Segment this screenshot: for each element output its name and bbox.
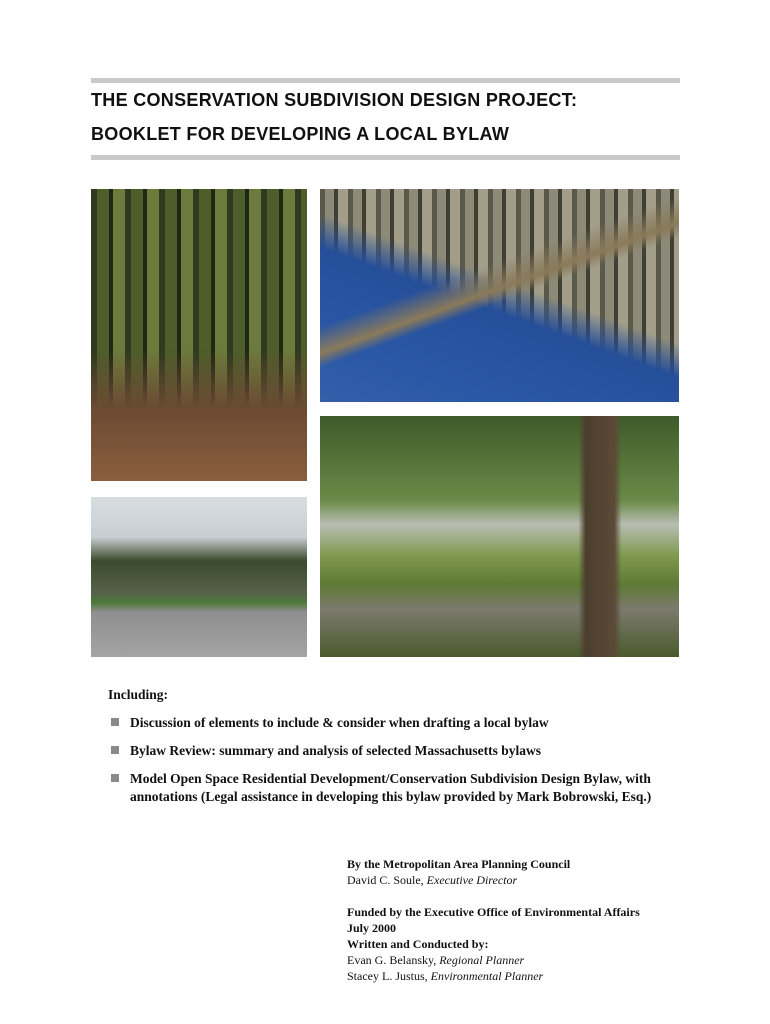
author-title: Regional Planner (439, 953, 525, 967)
title-line-1: THE CONSERVATION SUBDIVISION DESIGN PROJECT: (91, 90, 578, 110)
credits-date: July 2000 (347, 921, 397, 935)
including-item: Bylaw Review: summary and analysis of selected Massachusetts bylaws (130, 743, 541, 758)
credits-author-2 (347, 968, 640, 984)
credits-funded: Funded by the Executive Office of Environmental Affairs (347, 905, 640, 919)
bullet-square-icon (111, 718, 119, 726)
credits-block (347, 856, 640, 984)
bullet-square-icon (111, 774, 119, 782)
credits-written: Written and Conducted by: (347, 937, 489, 951)
including-item-continued: annotations (Legal assistance in developing this bylaw provided by Mark Bobrowski, Esq.) (130, 789, 652, 804)
stone-wall-tree-photo (320, 416, 679, 657)
bottom-rule (91, 155, 680, 160)
director-name: David C. Soule, (347, 873, 424, 887)
title-line-2: BOOKLET FOR DEVELOPING A LOCAL BYLAW (91, 124, 510, 144)
subdivision-houses-photo (91, 497, 307, 657)
top-rule (91, 78, 680, 83)
forest-trail-photo (91, 189, 307, 481)
including-item: Discussion of elements to include & consider when drafting a local bylaw (130, 715, 549, 730)
including-heading: Including: (108, 687, 169, 702)
credits-director (347, 872, 640, 888)
author-name: Stacey L. Justus, (347, 969, 428, 983)
including-item: Model Open Space Residential Development/Conservation Subdivision Design Bylaw, with (130, 771, 651, 786)
director-title: Executive Director (426, 873, 518, 887)
winding-road-photo (320, 189, 679, 402)
author-title: Environmental Planner (430, 969, 544, 983)
author-name: Evan G. Belansky, (347, 953, 437, 967)
credits-by: By the Metropolitan Area Planning Council (347, 857, 571, 871)
credits-author-1 (347, 952, 640, 968)
bullet-square-icon (111, 746, 119, 754)
